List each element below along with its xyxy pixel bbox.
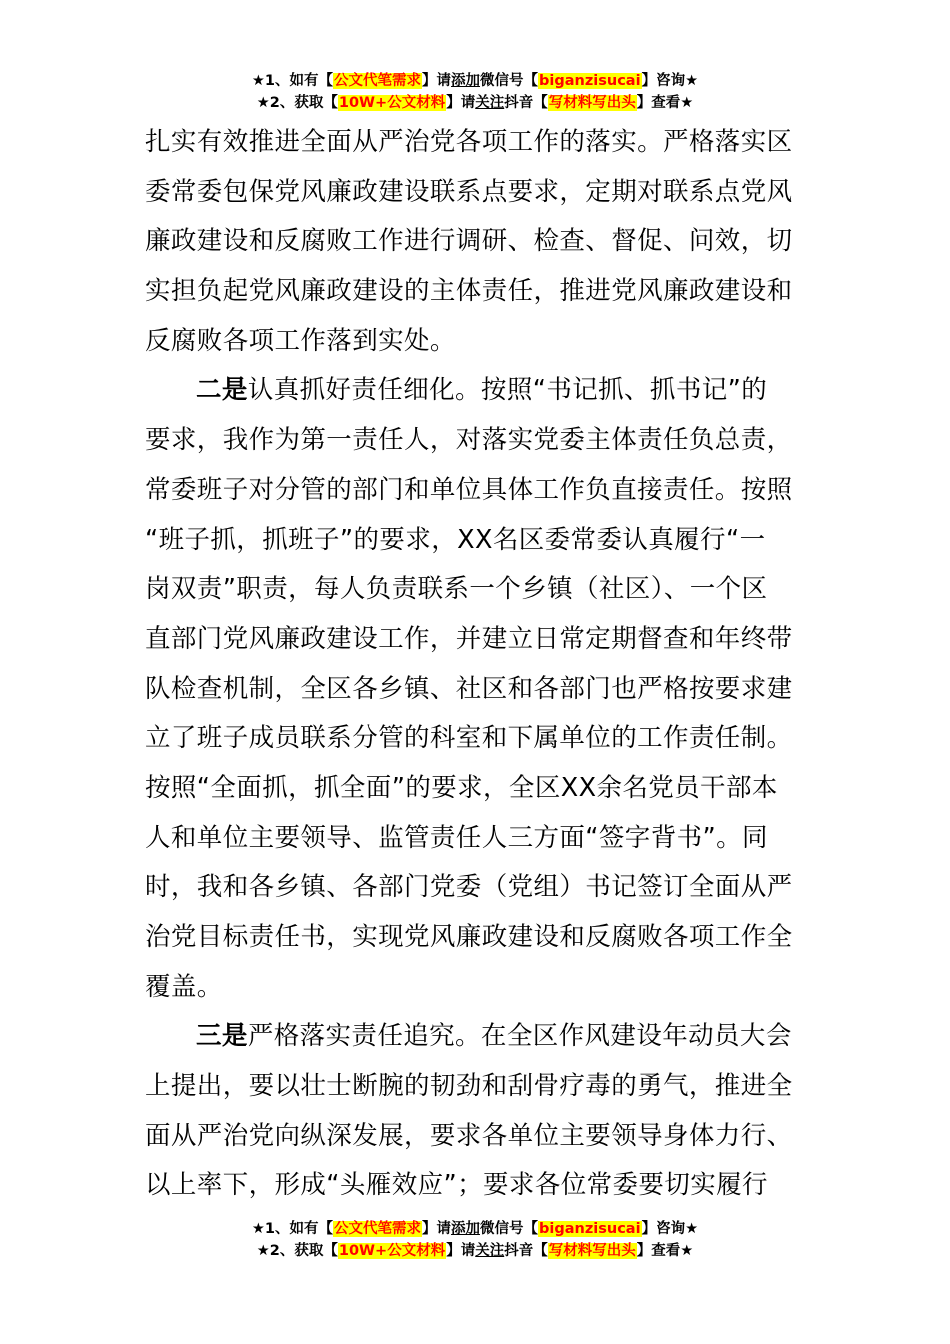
banner-text: 】请	[446, 95, 476, 111]
body-line: 要求，我作为第一责任人，对落实党委主体责任负总责，	[145, 425, 793, 456]
body-line: 治党目标责任书，实现党风廉政建设和反腐败各项工作全	[145, 922, 793, 952]
body-line: 委常委包保党风廉政建设联系点要求，定期对联系点党风	[145, 176, 793, 207]
banner-text: 抖音【	[504, 95, 548, 111]
banner-line-1	[0, 1218, 950, 1240]
wechat-id-highlight: biganzisucai	[539, 1221, 641, 1237]
body-line: 实担负起党风廉政建设的主体责任，推进党风廉政建设和	[145, 276, 793, 307]
banner-underlined-text: 关注	[475, 95, 505, 111]
banner-text: ★2、获取【	[256, 95, 338, 111]
body-line: “班子抓，抓班子”的要求，XX名区委常委认真履行“一	[145, 524, 766, 555]
douyin-account-highlight: 写材料写出头	[548, 1243, 636, 1259]
body-line: 面从严治党向纵深发展，要求各单位主要领导身体力行、	[145, 1120, 793, 1151]
paragraph-3-first-line	[145, 1012, 805, 1062]
wechat-id-highlight: biganzisucai	[539, 73, 641, 89]
body-line: 上提出，要以壮士断腕的韧劲和刮骨疗毒的勇气，推进全	[145, 1071, 793, 1102]
body-line-text: 认真抓好责任细化。按照“书记抓、抓书记”的	[247, 375, 768, 406]
footer-banner	[0, 1218, 950, 1262]
body-line: 时，我和各乡镇、各部门党委（党组）书记签订全面从严	[145, 872, 793, 903]
body-line: 常委班子对分管的部门和单位具体工作负直接责任。按照	[145, 474, 793, 505]
highlight-tag: 10W+公文材料	[338, 1243, 446, 1259]
header-banner	[0, 70, 950, 114]
body-line: 反腐败各项工作落到实处。	[145, 325, 456, 356]
banner-underlined-text: 添加	[451, 73, 481, 89]
banner-text: ★1、如有【	[251, 73, 334, 89]
body-line: 队检查机制，全区各乡镇、社区和各部门也严格按要求建	[145, 673, 793, 704]
body-line: 按照“全面抓，抓全面”的要求，全区XX余名党员干部本	[145, 772, 778, 803]
banner-line-2	[0, 1240, 950, 1262]
highlight-tag: 公文代笔需求	[334, 1221, 422, 1237]
body-line: 廉政建设和反腐败工作进行调研、检查、督促、问效，切	[145, 226, 793, 257]
paragraph-lead: 二是	[196, 375, 248, 406]
body-line: 覆盖。	[145, 971, 223, 1002]
banner-text: 抖音【	[504, 1243, 548, 1259]
body-line: 扎实有效推进全面从严治党各项工作的落实。严格落实区	[145, 127, 793, 157]
banner-text: 】查看★	[636, 1243, 694, 1259]
banner-underlined-text: 添加	[451, 1221, 481, 1237]
highlight-tag: 公文代笔需求	[334, 73, 422, 89]
banner-text: 】请	[422, 1221, 452, 1237]
paragraph-2-first-line	[145, 366, 805, 416]
banner-line-1	[0, 70, 950, 92]
highlight-tag: 10W+公文材料	[338, 95, 446, 111]
banner-line-2	[0, 92, 950, 114]
body-line-text: 严格落实责任追究。在全区作风建设年动员大会	[247, 1021, 792, 1052]
banner-text: 微信号【	[480, 1221, 539, 1237]
douyin-account-highlight: 写材料写出头	[548, 95, 636, 111]
banner-text: ★2、获取【	[256, 1243, 338, 1259]
document-body	[145, 118, 805, 1211]
banner-text: ★1、如有【	[251, 1221, 334, 1237]
banner-text: 】查看★	[636, 95, 694, 111]
body-line: 直部门党风廉政建设工作，并建立日常定期督查和年终带	[145, 623, 793, 654]
body-line: 以上率下，形成“头雁效应”；要求各位常委要切实履行	[145, 1170, 768, 1201]
banner-text: 微信号【	[480, 73, 539, 89]
banner-text: 】请	[422, 73, 452, 89]
banner-text: 】咨询★	[641, 1221, 699, 1237]
banner-underlined-text: 关注	[475, 1243, 505, 1259]
body-line: 人和单位主要领导、监管责任人三方面“签字背书”。同	[145, 822, 768, 853]
paragraph-lead: 三是	[196, 1021, 248, 1052]
banner-text: 】请	[446, 1243, 476, 1259]
body-line: 立了班子成员联系分管的科室和下属单位的工作责任制。	[145, 723, 793, 754]
banner-text: 】咨询★	[641, 73, 699, 89]
body-line: 岗双责”职责，每人负责联系一个乡镇（社区）、一个区	[145, 574, 768, 605]
